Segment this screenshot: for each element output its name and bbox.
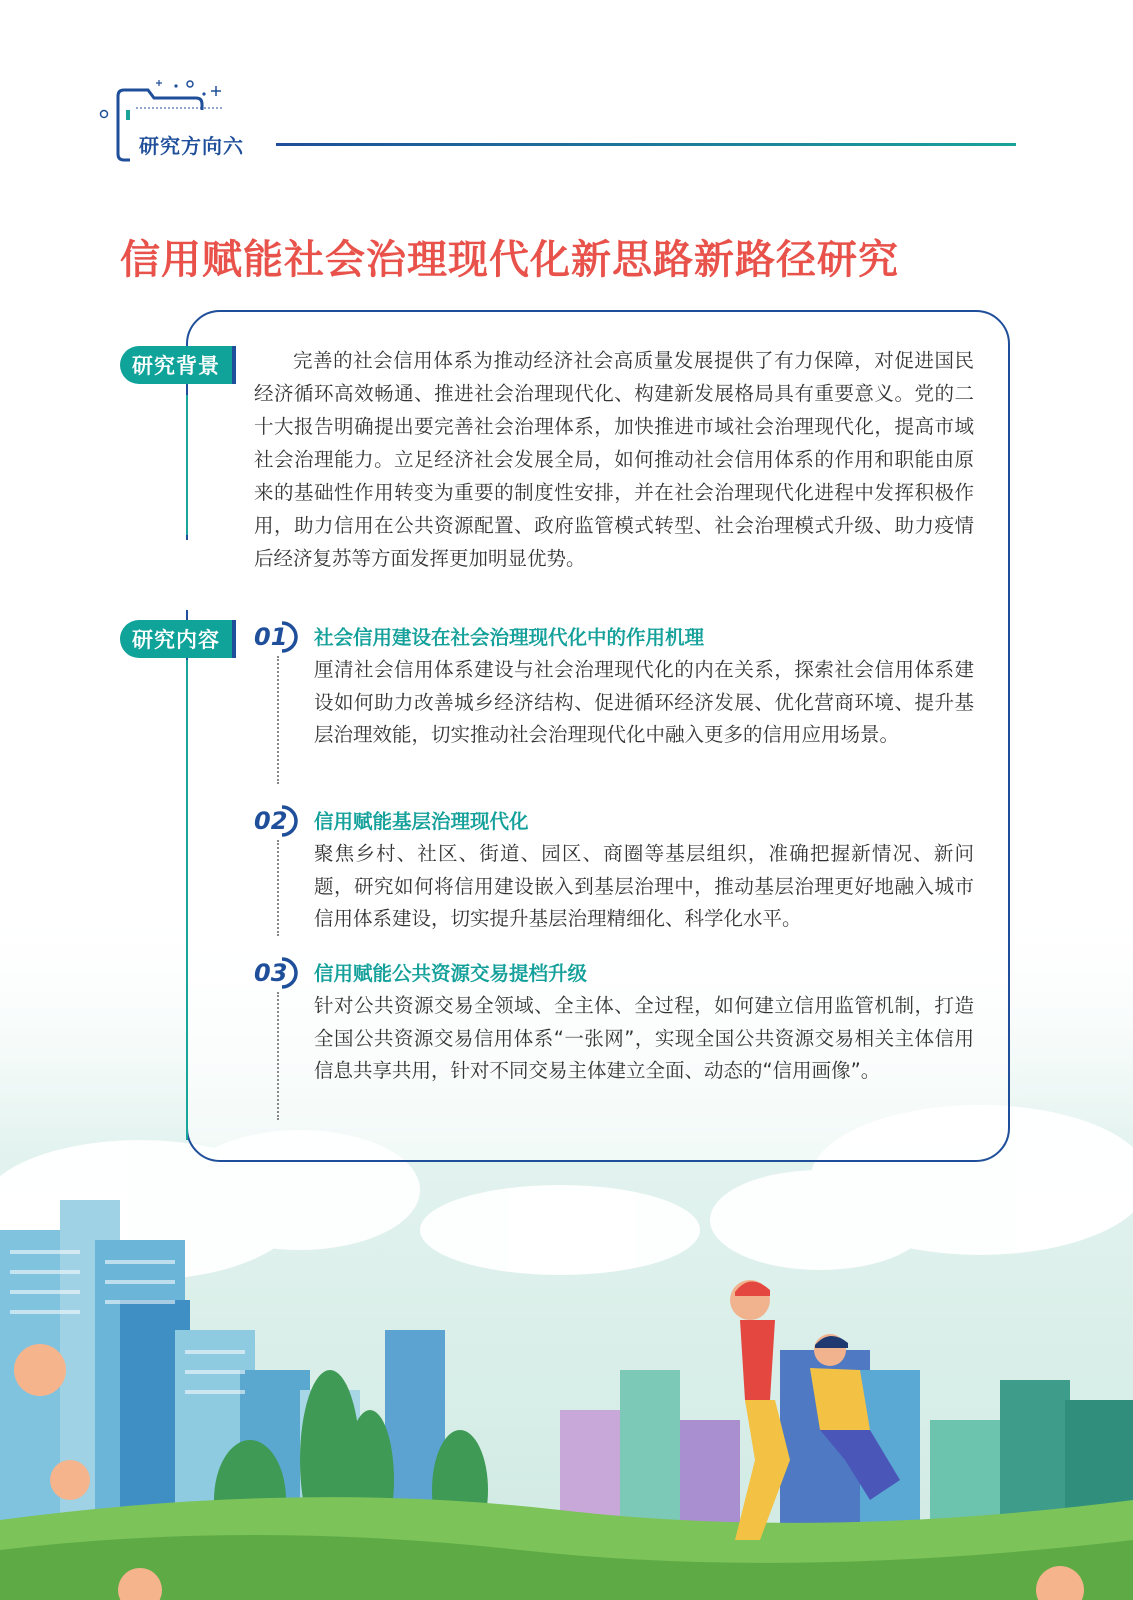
card-border-gap	[182, 540, 190, 610]
item-number: 02	[254, 807, 288, 835]
page-title: 信用赋能社会治理现代化新思路新路径研究	[120, 236, 899, 283]
number-arc-icon	[278, 621, 300, 653]
number-arc-icon	[278, 957, 300, 989]
item-title: 信用赋能基层治理现代化	[314, 810, 529, 833]
item-number: 01	[254, 623, 288, 651]
item-body: 针对公共资源交易全领域、全主体、全过程，如何建立信用监管机制，打造全国公共资源交易信用体系“一张网”，实现全国公共资源交易相关主体信用信息共享共用，针对不同交易主体建立全面、动态的“信用画像”。	[314, 994, 974, 1082]
card-accent-line	[186, 395, 188, 535]
background-text: 完善的社会信用体系为推动经济社会高质量发展提供了有力保障，对促进国民经济循环高效畅通、推进社会治理现代化、构建新发展格局具有重要意义。党的二十大报告明确提出要完善社会治理体系，加快推进市域社会治理现代化，提高市域社会治理能力。立足经济社会发展全局，如何推动社会信用体系的作用和职能由原来的基础性作用转变为重要的制度性安排，并在社会治理现代化进程中发挥积极作用，助力信用在公共资源配置、政府监管模式转型、社会治理模式升级、助力疫情后经济复苏等方面发挥更加明显优势。	[254, 349, 974, 570]
item-title: 信用赋能公共资源交易提档升级	[314, 962, 588, 985]
item-dotted-line	[277, 840, 279, 936]
number-arc-icon	[278, 805, 300, 837]
item-dotted-line	[277, 656, 279, 784]
research-item-3	[254, 958, 974, 1118]
background-label: 研究背景	[120, 346, 232, 384]
card-accent-line	[186, 660, 188, 1140]
header-divider	[276, 143, 1016, 146]
item-body: 聚焦乡村、社区、街道、园区、商圈等基层组织，准确把握新情况、新问题，研究如何将信用建设嵌入到基层治理中，推动基层治理更好地融入城市信用体系建设，切实提升基层治理精细化、科学化水平。	[314, 842, 974, 930]
item-title: 社会信用建设在社会治理现代化中的作用机理	[314, 626, 705, 649]
section-tag: 研究方向六	[139, 134, 244, 158]
item-body: 厘清社会信用体系建设与社会治理现代化的内在关系，探索社会信用体系建设如何助力改善城乡经济结构、促进循环经济发展、优化营商环境、提升基层治理效能，切实推动社会治理现代化中融入更多的信用应用场景。	[314, 658, 974, 746]
section-header	[96, 70, 1016, 170]
research-item-1	[254, 622, 974, 782]
content-label: 研究内容	[120, 620, 232, 658]
item-number: 03	[254, 959, 288, 987]
research-item-2	[254, 806, 974, 936]
item-dotted-line	[277, 992, 279, 1120]
